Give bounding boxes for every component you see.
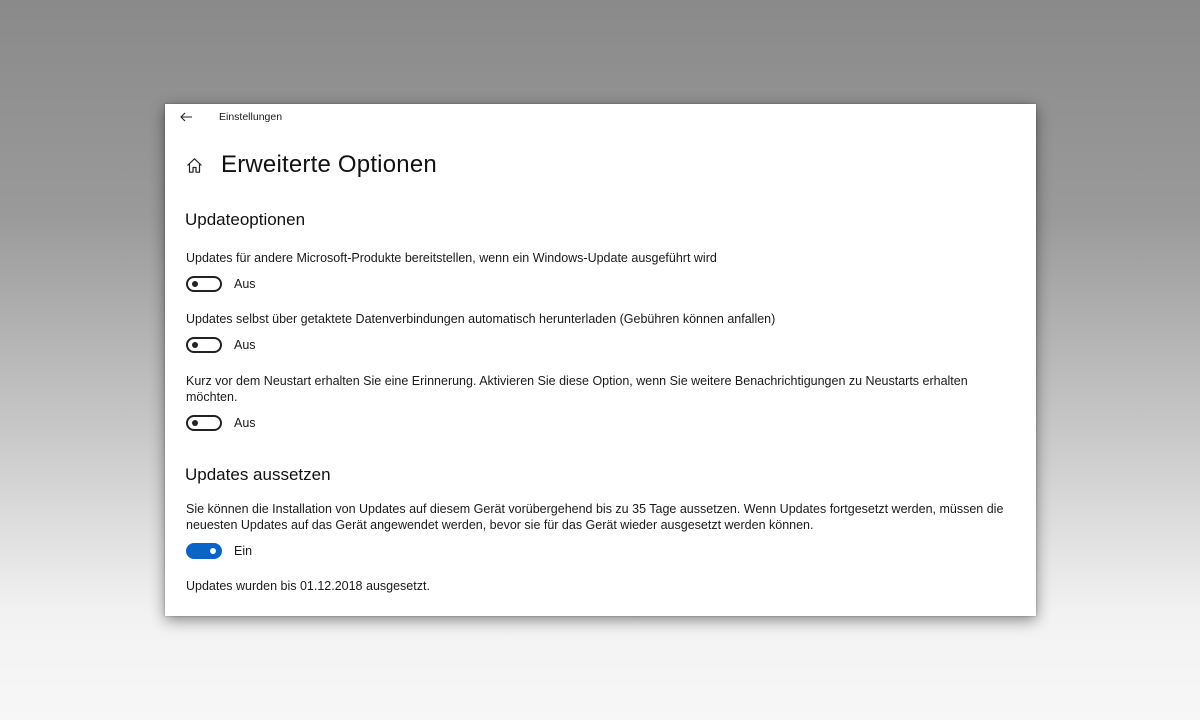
option-1-description: Updates für andere Microsoft-Produkte bereitstellen, wenn ein Windows-Update ausgeführt wird: [186, 251, 717, 265]
title-bar: [165, 104, 1036, 130]
page-title: Erweiterte Optionen: [221, 151, 437, 178]
option-1-state-label: Aus: [234, 277, 256, 291]
section-title-update-options: Updateoptionen: [185, 210, 306, 229]
pause-toggle[interactable]: [186, 543, 222, 559]
toggle-knob: [192, 420, 198, 426]
toggle-knob: [192, 281, 198, 287]
toggle-knob: [210, 548, 216, 554]
settings-window: [165, 104, 1036, 616]
option-2-toggle-row: [186, 335, 256, 355]
back-arrow-icon[interactable]: [178, 109, 194, 125]
option-2-description: Updates selbst über getaktete Datenverbindungen automatisch herunterladen (Gebühren können anfallen): [186, 312, 776, 326]
pause-toggle-row: [186, 541, 252, 561]
section-title-pause-updates: Updates aussetzen: [185, 465, 331, 484]
toggle-knob: [192, 342, 198, 348]
option-2-state-label: Aus: [234, 338, 256, 352]
option-3-state-label: Aus: [234, 416, 256, 430]
option-3-toggle-row: [186, 413, 256, 433]
option-1-toggle[interactable]: [186, 276, 222, 292]
pause-description: Sie können die Installation von Updates auf diesem Gerät vorübergehend bis zu 35 Tage aussetzen. Wenn Updates fortgesetzt werden, müssen die neuesten Updates auf das Gerät angewendet werden, bevor sie für das Gerät wieder ausgesetzt werden können.: [186, 502, 1004, 532]
option-3-toggle[interactable]: [186, 415, 222, 431]
option-1-toggle-row: [186, 274, 256, 294]
option-3-description: Kurz vor dem Neustart erhalten Sie eine Erinnerung. Aktivieren Sie diese Option, wenn Sie weitere Benachrichtigungen zu Neustarts erhalten möchten.: [186, 374, 968, 404]
pause-state-label: Ein: [234, 544, 253, 558]
app-title: Einstellungen: [219, 111, 283, 123]
option-2-toggle[interactable]: [186, 337, 222, 353]
pause-status-text: Updates wurden bis 01.12.2018 ausgesetzt.: [186, 579, 430, 593]
home-icon[interactable]: [185, 156, 204, 175]
